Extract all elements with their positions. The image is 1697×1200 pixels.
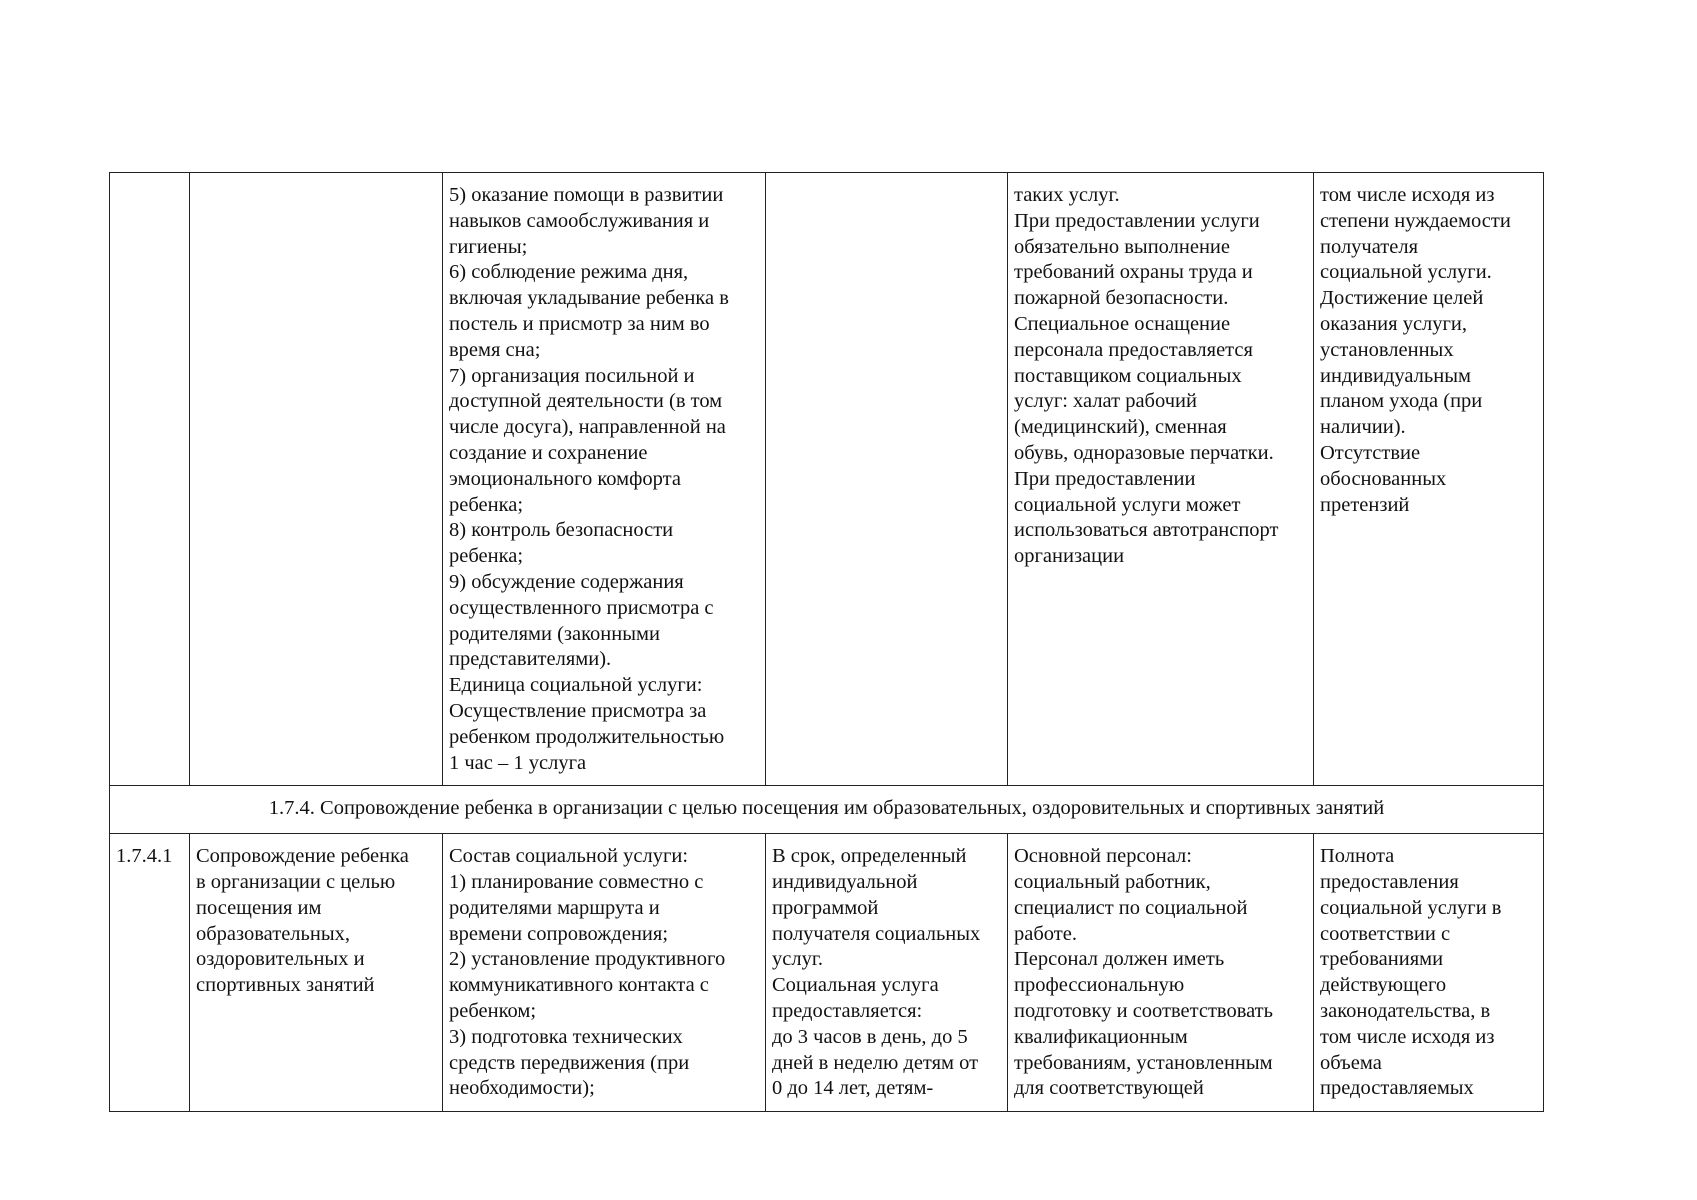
cell-text-line: претензий (1320, 493, 1410, 516)
cell-text-line: 2) установление продуктивного (449, 948, 726, 971)
cell-number (110, 834, 190, 1112)
cell-text-line: При предоставлении (1014, 467, 1196, 490)
cell-text-line: обоснованных (1320, 467, 1447, 490)
cell-text-line: Социальная услуга (772, 974, 939, 997)
cell-text-line: индивидуальной (772, 870, 918, 893)
cell-text-line: индивидуальным (1320, 364, 1471, 387)
cell-text-line: таких услуг. (1014, 184, 1120, 206)
cell-text-line: требованиями (1320, 948, 1444, 971)
cell-quality-indicators (1314, 173, 1544, 786)
cell-text-line: родителями маршрута и (449, 896, 660, 919)
cell-text-line: персонала предоставляется (1014, 338, 1253, 361)
cell-text-line: 8) контроль безопасности (449, 519, 674, 542)
cell-text-line: пожарной безопасности. (1014, 287, 1229, 310)
table-row-section-heading (110, 786, 1544, 834)
cell-text-line: законодательства, в (1320, 999, 1491, 1022)
cell-text-line: средств передвижения (при (449, 1051, 690, 1074)
cell-text-line: обязательно выполнение (1014, 235, 1230, 258)
cell-text-line: получателя социальных (772, 922, 981, 945)
cell-text-line: включая укладывание ребенка в (449, 287, 729, 310)
cell-text-line: профессиональную (1014, 974, 1185, 997)
cell-text-line: предоставляется: (772, 999, 923, 1022)
cell-service-description (443, 834, 766, 1112)
cell-text-line: представителями). (449, 648, 612, 671)
cell-service-description (443, 173, 766, 786)
cell-service-conditions (1008, 834, 1314, 1112)
cell-text-line: для соответствующей (1014, 1077, 1204, 1100)
cell-text-line: Сопровождение ребенка (196, 845, 409, 868)
cell-text-line: Персонал должен иметь (1014, 948, 1225, 971)
cell-text-line: числе досуга), направленной на (449, 416, 726, 439)
cell-number (110, 173, 190, 786)
cell-text-line: социальный работник, (1014, 870, 1211, 893)
cell-text-line: 5) оказание помощи в развитии (449, 184, 724, 206)
cell-text-line: 1.7.4.1 (116, 845, 173, 868)
cell-text-line: Основной персонал: (1014, 845, 1192, 868)
cell-text-line: программой (772, 896, 879, 919)
cell-text-line: объема (1320, 1051, 1382, 1074)
cell-text-line: доступной деятельности (в том (449, 390, 723, 413)
cell-text-line: планом ухода (при (1320, 390, 1483, 413)
cell-text-line: наличии). (1320, 416, 1406, 439)
cell-text-line: 6) соблюдение режима дня, (449, 261, 689, 284)
cell-text-line: подготовку и соответствовать (1014, 999, 1273, 1022)
cell-text-line: оказания услуги, (1320, 312, 1468, 335)
cell-text-line: создание и сохранение (449, 441, 648, 464)
cell-text-line: Единица социальной услуги: (449, 674, 703, 697)
cell-text-line: действующего (1320, 974, 1447, 997)
cell-text-line: социальной услуги может (1014, 493, 1241, 516)
cell-text-line: коммуникативного контакта с (449, 974, 709, 997)
table-row-continuation (110, 173, 1544, 786)
cell-text-line: (медицинский), сменная (1014, 416, 1227, 439)
cell-text-line: осуществленного присмотра с (449, 596, 714, 619)
cell-text-line: навыков самообслуживания и (449, 209, 710, 232)
cell-quality-indicators (1314, 834, 1544, 1112)
cell-text-line: спортивных занятий (196, 974, 375, 997)
cell-text-line: 0 до 14 лет, детям- (772, 1077, 934, 1100)
cell-text-line: специалист по социальной (1014, 896, 1248, 919)
cell-text-line: 1 час – 1 услуга (449, 751, 587, 774)
cell-text-line: 9) обсуждение содержания (449, 570, 684, 593)
cell-text-line: дней в неделю детям от (772, 1051, 979, 1074)
cell-service-terms (766, 173, 1008, 786)
cell-text-line: гигиены; (449, 235, 528, 258)
cell-text-line: получателя (1320, 235, 1419, 258)
cell-service-name (190, 173, 443, 786)
cell-text-line: предоставления (1320, 870, 1459, 893)
services-table (109, 172, 1544, 1112)
cell-text-line: время сна; (449, 338, 541, 361)
cell-text-line: посещения им (196, 896, 322, 919)
cell-text-line: требований охраны труда и (1014, 261, 1253, 284)
cell-text-line: необходимости); (449, 1077, 595, 1100)
cell-text-line: степени нуждаемости (1320, 209, 1511, 232)
cell-text-line: постель и присмотр за ним во (449, 312, 710, 335)
cell-text-line: организации (1014, 545, 1125, 568)
cell-text-line: предоставляемых (1320, 1077, 1474, 1100)
cell-text-line: В срок, определенный (772, 845, 967, 868)
cell-text-line: соответствии с (1320, 922, 1451, 945)
cell-text-line: требованиям, установленным (1014, 1051, 1273, 1074)
cell-text-line: том числе исходя из (1320, 1025, 1495, 1048)
cell-text-line: до 3 часов в день, до 5 (772, 1025, 968, 1048)
cell-text-line: в организации с целью (196, 870, 396, 893)
cell-text-line: услуг: халат рабочий (1014, 390, 1197, 413)
cell-text-line: эмоционального комфорта (449, 467, 681, 490)
cell-text-line: 1) планирование совместно с (449, 870, 704, 893)
cell-text-line: Специальное оснащение (1014, 312, 1231, 335)
cell-text-line: ребенком продолжительностью (449, 725, 725, 748)
cell-service-terms (766, 834, 1008, 1112)
cell-text-line: том числе исходя из (1320, 184, 1495, 206)
cell-text-line: ребенка; (449, 545, 524, 568)
cell-text-line: использоваться автотранспорт (1014, 519, 1279, 542)
cell-text-line: Достижение целей (1320, 287, 1484, 310)
cell-text-line: образовательных, (196, 922, 350, 945)
cell-text-line: социальной услуги. (1320, 261, 1492, 284)
cell-text-line: работе. (1014, 922, 1077, 945)
cell-text-line: поставщиком социальных (1014, 364, 1242, 387)
cell-text-line: установленных (1320, 338, 1454, 361)
section-heading: 1.7.4. Сопровождение ребенка в организации с целью посещения им образовательных, оздоровительных и спортивных занятий (110, 786, 1544, 834)
cell-text-line: оздоровительных и (196, 948, 365, 971)
cell-text-line: При предоставлении услуги (1014, 209, 1260, 232)
cell-text-line: Состав социальной услуги: (449, 845, 689, 868)
cell-text-line: Отсутствие (1320, 441, 1421, 464)
table-row-service (110, 834, 1544, 1112)
cell-text-line: Осуществление присмотра за (449, 699, 707, 722)
cell-text-line: обувь, одноразовые перчатки. (1014, 441, 1274, 464)
cell-text-line: ребенком; (449, 999, 537, 1022)
cell-text-line: ребенка; (449, 493, 524, 516)
cell-text-line: 3) подготовка технических (449, 1025, 683, 1048)
cell-service-name (190, 834, 443, 1112)
cell-text-line: 7) организация посильной и (449, 364, 695, 387)
cell-text-line: социальной услуги в (1320, 896, 1502, 919)
cell-text-line: времени сопровождения; (449, 922, 669, 945)
cell-text-line: услуг. (772, 948, 824, 971)
cell-text-line: квалификационным (1014, 1025, 1188, 1048)
cell-text-line: родителями (законными (449, 622, 660, 645)
cell-service-conditions (1008, 173, 1314, 786)
cell-text-line: Полнота (1320, 845, 1395, 868)
